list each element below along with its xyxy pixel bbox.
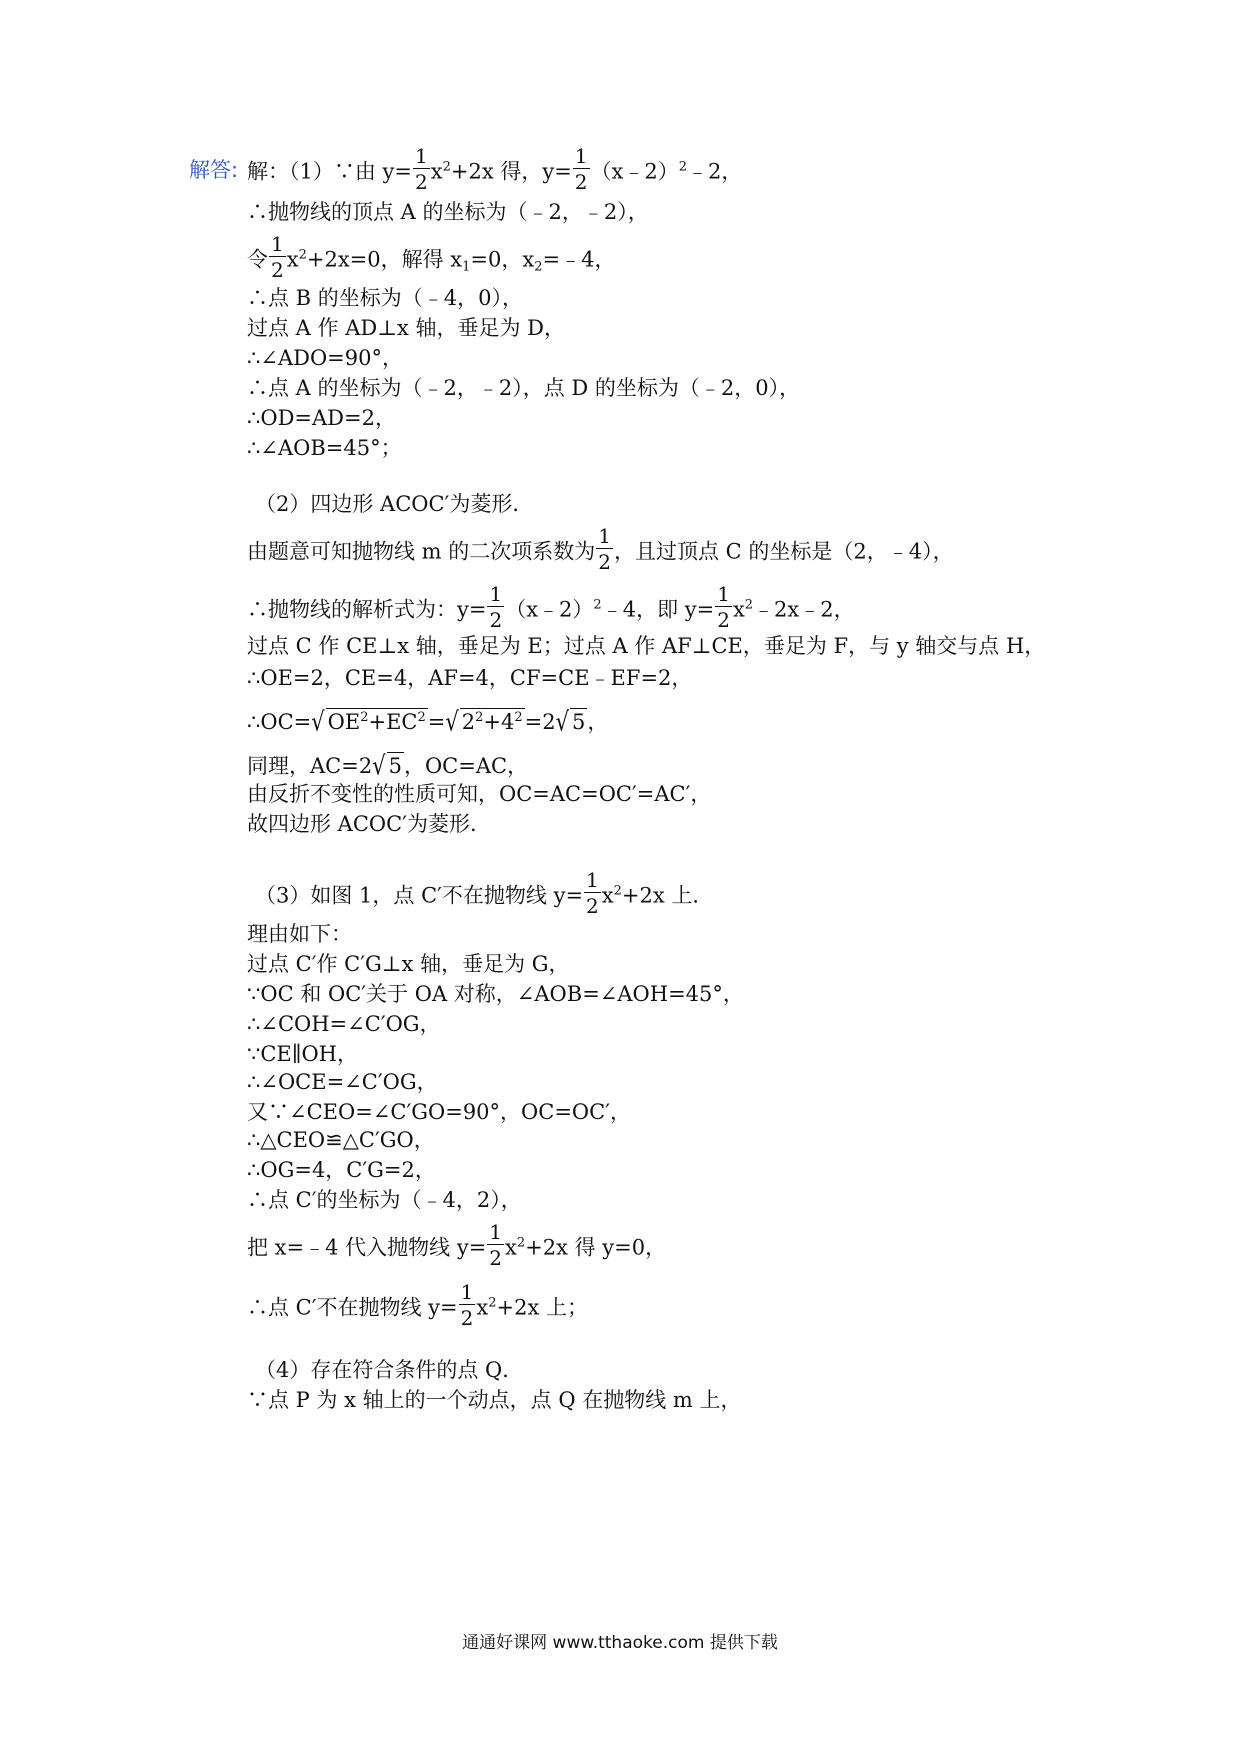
p4-line-2: ∵点 P 为 x 轴上的一个动点，点 Q 在抛物线 m 上， [247, 1388, 742, 1412]
p3-line-8: 又∵∠CEO=∠C′GO=90°，OC=OC′， [247, 1100, 631, 1124]
sqrt-expression: √ 5 [372, 750, 402, 781]
p3-line-1: （3）如图 1，点 C′不在抛物线 y= $\frac{1}{2}$ $x^2+2x$ 上． [255, 868, 714, 918]
p2-line-8: 由反折不变性的性质可知，OC=AC=OC′=AC′， [247, 782, 712, 806]
p1-line-5: 过点 A 作 AD⊥x 轴，垂足为 D， [247, 316, 565, 340]
fraction-half: $\frac{1}{2}$ [717, 582, 730, 632]
p3-line-13: ∴点 C′不在抛物线 y= $\frac{1}{2}$ $x^2+2x$ 上； [247, 1280, 588, 1330]
p2-line-9: 故四边形 ACOC′为菱形． [247, 812, 491, 836]
p3-line-2: 理由如下： [247, 922, 352, 946]
answer-label: 解答: [189, 158, 239, 182]
p2-line-6: ∴OC=√ $OE^2+EC^2=√$ $2^2+4^2=2√$ 5， [247, 706, 609, 737]
p2-line-3: ∴抛物线的解析式为：y= $\frac{1}{2}$ （x﹣2）$^2$﹣4，即 y= $\frac{1}{2}$ $x^2﹣2x﹣2$， [247, 582, 855, 632]
fraction-half: $\frac{1}{2}$ [574, 144, 588, 194]
p4-line-1: （4）存在符合条件的点 Q． [255, 1358, 524, 1382]
p3-line-4: ∵OC 和 OC′关于 OA 对称，∠AOB=∠AOH=45°， [247, 982, 744, 1006]
p2-line-7: 同理，AC=2√ 5，OC=AC， [247, 750, 529, 781]
page-footer: 通通好课网 www.tthaoke.com 提供下载 [462, 1633, 778, 1653]
p2-line-1: （2）四边形 ACOC′为菱形． [255, 492, 534, 516]
p1-line-8: ∴OD=AD=2， [247, 406, 396, 430]
p2-line-4: 过点 C 作 CE⊥x 轴，垂足为 E；过点 A 作 AF⊥CE，垂足为 F，与 y 轴交与点 H， [247, 634, 1046, 658]
fraction-half: $\frac{1}{2}$ [271, 232, 284, 282]
fraction-half: $\frac{1}{2}$ [460, 1280, 474, 1330]
sqrt-expression: √ $2^2+4^2$ [445, 706, 523, 737]
p1-line-1: 解：（1）∵由 y= $\frac{1}{2}$ $x^2+2x$ 得，y= $\frac{1}{2}$ （x﹣2）$^2$﹣2， [247, 144, 743, 194]
p2-line-2: 由题意可知抛物线 m 的二次项系数为 $\frac{1}{2}$ ，且过顶点 C 的坐标是（2，﹣4）， [247, 524, 954, 574]
p1-line-2: ∴抛物线的顶点 A 的坐标为（﹣2，﹣2）， [247, 200, 649, 224]
p3-line-5: ∴∠COH=∠C′OG， [247, 1012, 441, 1036]
p3-line-12: 把 x=﹣4 代入抛物线 y= $\frac{1}{2}$ $x^2+2x$ 得 y=0， [247, 1220, 667, 1270]
p3-line-10: ∴OG=4，C′G=2， [247, 1158, 436, 1182]
p3-line-3: 过点 C′作 C′G⊥x 轴，垂足为 G， [247, 952, 570, 976]
sqrt-expression: √ 5 [555, 706, 586, 737]
p3-line-9: ∴△CEO≌△C′GO， [247, 1128, 435, 1152]
p1-line-7: ∴点 A 的坐标为（﹣2，﹣2），点 D 的坐标为（﹣2，0）， [247, 376, 801, 400]
p1-line-9: ∴∠AOB=45°； [247, 436, 402, 460]
fraction-half: $\frac{1}{2}$ [489, 1220, 503, 1270]
fraction-half: $\frac{1}{2}$ [489, 582, 503, 632]
fraction-half: $\frac{1}{2}$ [586, 868, 599, 918]
p1-line-4: ∴点 B 的坐标为（﹣4，0）， [247, 286, 524, 310]
p1-line-3: 令 $\frac{1}{2}$ $x^2+2x=0$，解得 $x_1=0$，$x_2=﹣4$， [247, 232, 616, 282]
fraction-half: $\frac{1}{2}$ [415, 144, 428, 194]
fraction-half: $\frac{1}{2}$ [598, 524, 611, 574]
p3-line-6: ∵CE∥OH， [247, 1042, 358, 1066]
p2-line-5: ∴OE=2，CE=4，AF=4，CF=CE﹣EF=2， [247, 666, 693, 690]
p1-line-6: ∴∠ADO=90°， [247, 346, 403, 370]
p3-line-7: ∴∠OCE=∠C′OG， [247, 1070, 438, 1094]
sqrt-expression: √ $OE^2+EC^2$ [311, 706, 426, 737]
p3-line-11: ∴点 C′的坐标为（﹣4，2）， [247, 1188, 522, 1212]
